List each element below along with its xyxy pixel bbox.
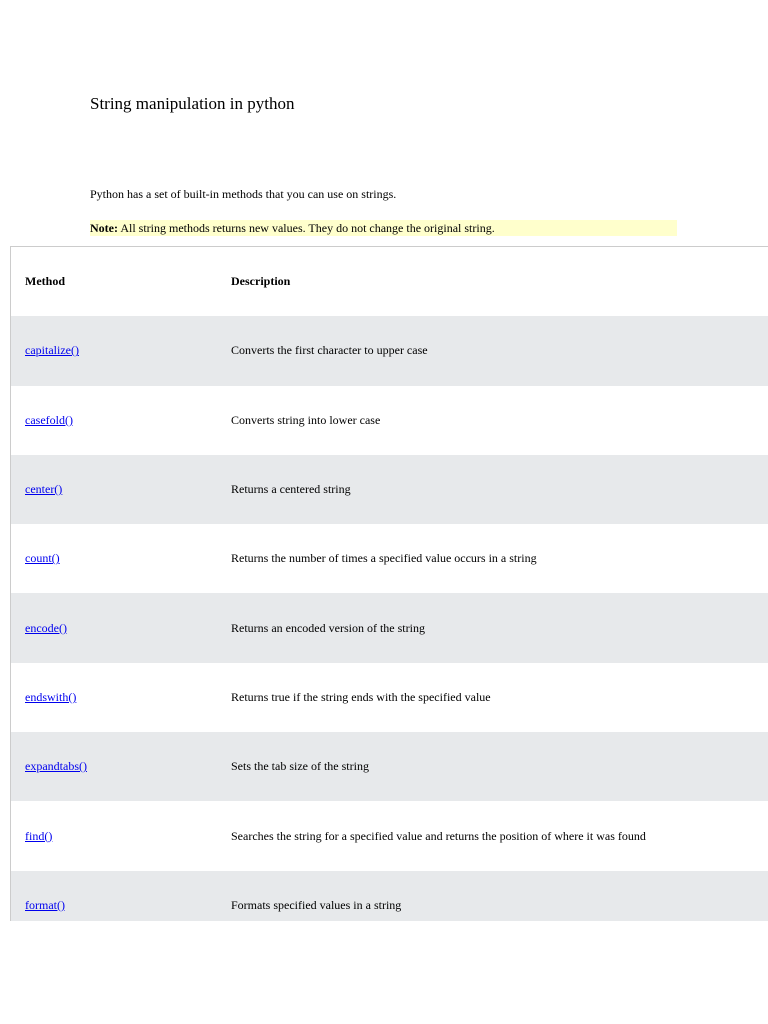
method-link-format[interactable]: format() [25,897,65,912]
description-cell: Returns true if the string ends with the specified value [231,689,491,704]
method-cell [11,343,231,358]
header-description: Description [231,274,291,289]
description-cell: Sets the tab size of the string [231,759,369,774]
table-row [11,455,768,524]
method-cell [11,759,231,774]
method-cell [11,829,231,844]
method-link-center[interactable]: center() [25,482,63,497]
method-link-find[interactable]: find() [25,828,53,843]
description-cell: Formats specified values in a string [231,897,402,912]
method-cell [11,482,231,497]
table-row [11,386,768,455]
table-header-row [11,247,768,316]
table-row [11,593,768,662]
note-box [90,220,677,236]
table-row [11,316,768,385]
table-row [11,524,768,593]
description-cell: Returns an encoded version of the string [231,620,425,635]
description-cell: Converts string into lower case [231,412,381,427]
method-link-casefold[interactable]: casefold() [25,412,73,427]
method-link-expandtabs[interactable]: expandtabs() [25,759,87,774]
method-link-capitalize[interactable]: capitalize() [25,343,79,358]
method-link-endswith[interactable]: endswith() [25,689,77,704]
method-cell [11,690,231,705]
page-title: String manipulation in python [90,94,295,113]
method-cell [11,551,231,566]
table-row [11,801,768,870]
method-cell [11,621,231,636]
table-row [11,871,768,921]
description-cell: Converts the first character to upper case [231,343,428,358]
method-cell [11,898,231,913]
note-label: Note: [90,221,118,235]
methods-table [10,246,768,921]
method-link-encode[interactable]: encode() [25,620,67,635]
intro-text: Python has a set of built-in methods that you can use on strings. [90,187,397,201]
description-cell: Returns the number of times a specified value occurs in a string [231,551,537,566]
method-link-count[interactable]: count() [25,551,60,566]
table-row [11,732,768,801]
note-text: All string methods returns new values. They do not change the original string. [117,221,495,235]
method-cell [11,413,231,428]
header-method: Method [25,274,65,289]
description-cell: Searches the string for a specified value and returns the position of where it was found [231,828,646,843]
description-cell: Returns a centered string [231,482,351,497]
table-row [11,663,768,732]
